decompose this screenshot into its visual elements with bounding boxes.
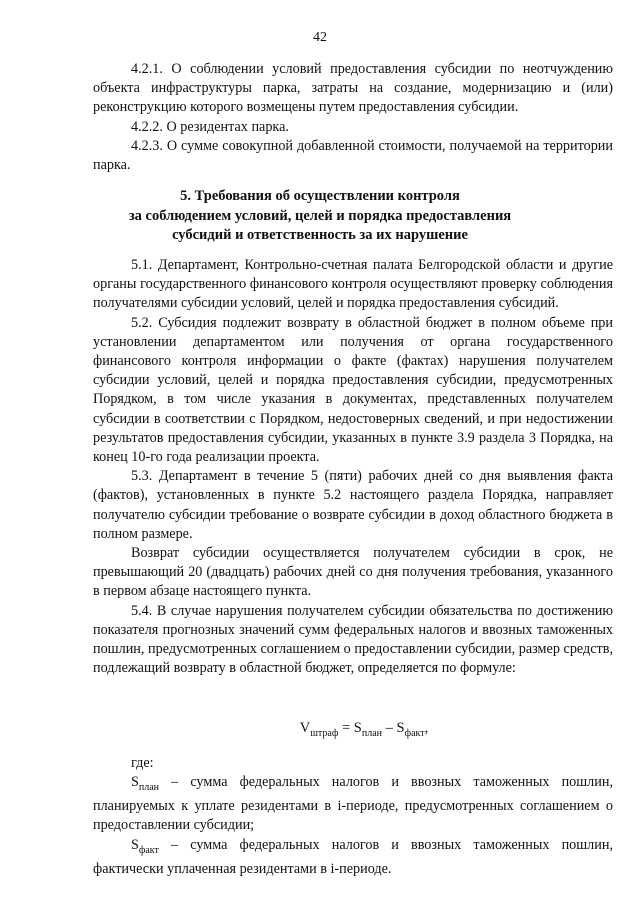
clause-5-4: 5.4. В случае нарушения получателем субсидии обязательства по достижению показателя прогнозных значений сумм федеральных налогов и ввозных таможенных пошлин, предусмотренных соглашением о предоставлении субсидии, размер средств, подлежащий возврату в областной бюджет, определяется по формуле: xyxy=(93,602,613,677)
formula-term-plan: $S_{план}$ xyxy=(353,720,383,739)
definition-plan: $S_{план}$ – сумма федеральных налогов и ввозных таможенных пошлин, планируемых к уплате резидентами в i-периоде, предусмотренных соглашением о предоставлении субсидии; xyxy=(93,774,613,834)
clause-5-2: 5.2. Субсидия подлежит возврату в областной бюджет в полном объеме при установлении департаментом или получения от органа государственного финансового контроля информации о факте (фактах) нарушения получателем субсидии условий, целей и порядка предоставления субсидии, предусмотренных Порядком, в том числе указания в документах, представленных получателем субсидии в соответствии с Порядком, недостоверных сведений, и при недостижении результатов предоставления субсидии, указанных в пункте 3.9 раздела 3 Порядка, на конец 10-го года реализации проекта. xyxy=(93,314,613,466)
section-heading-line: 5. Требования об осуществлении контроля xyxy=(180,188,460,204)
formula-lhs: $V_{штраф}$ xyxy=(299,720,339,739)
definition-fact: $S_{факт}$ – сумма федеральных налогов и ввозных таможенных пошлин, фактически уплаченная резидентами в i-периоде. xyxy=(93,836,613,877)
top-clauses xyxy=(93,60,613,175)
clause-4-2-2: 4.2.2. О резидентах парка. xyxy=(131,118,289,135)
where-label: где: xyxy=(131,755,154,771)
page-number: 42 xyxy=(313,30,327,45)
section-body xyxy=(93,256,613,678)
clause-4-2-1: 4.2.1. О соблюдении условий предоставления субсидии по неотчуждению объекта инфраструктуры парка, затраты на создание, модернизацию и (или) реконструкцию которого возмещены путем предоставления субсидии. xyxy=(93,61,613,116)
penalty-formula: $V_{штраф} = S_{план} - S_{факт}$, xyxy=(299,720,429,739)
definitions-block xyxy=(93,754,613,879)
section-heading-line: субсидий и ответственность за их нарушение xyxy=(172,227,468,243)
section-heading-line: за соблюдением условий, целей и порядка предоставления xyxy=(128,207,512,224)
clause-4-2-3: 4.2.3. О сумме совокупной добавленной стоимости, получаемой на территории парка. xyxy=(93,137,613,174)
section-heading xyxy=(80,187,560,246)
clause-5-1: 5.1. Департамент, Контрольно-счетная палата Белгородской области и другие органы государственного финансового контроля осуществляют проверку соблюдения получателями субсидии условий, целей и порядка предоставления субсидий. xyxy=(93,257,613,312)
formula-term-fact: $S_{факт}$ xyxy=(396,720,425,739)
clause-5-3: 5.3. Департамент в течение 5 (пяти) рабочих дней со дня выявления факта (фактов), установленных в пункте 5.2 настоящего раздела Порядка, направляет получателю субсидии требование о возврате субсидии в доход областного бюджета в полном размере. xyxy=(93,468,613,542)
clause-5-3-return: Возврат субсидии осуществляется получателем субсидии в срок, не превышающий 20 (двадцать) рабочих дней со дня получения требования, указанного в первом абзаце настоящего пункта. xyxy=(93,545,613,600)
